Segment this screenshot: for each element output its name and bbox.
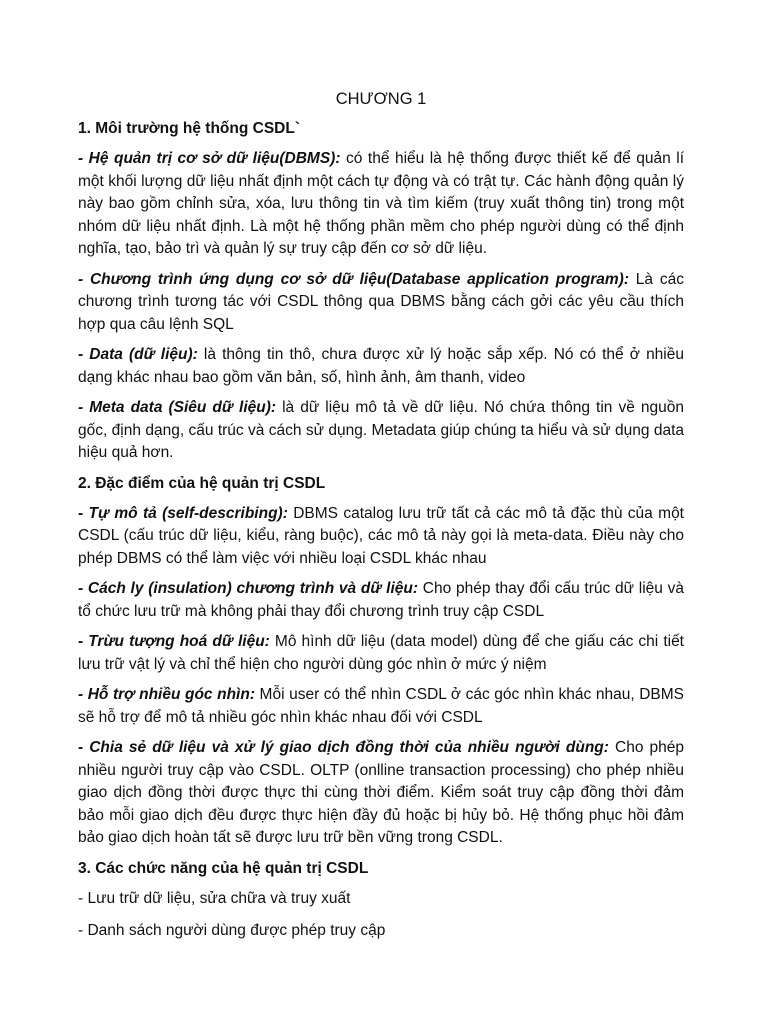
chapter-title: CHƯƠNG 1 — [335, 90, 427, 108]
paragraph-abstraction — [78, 631, 684, 676]
definition-metadata: là dữ liệu mô tả về dữ liệu. Nó chứa thông tin về nguồn gốc, định dạng, cấu trúc và cách sử dụng. Metadata giúp chúng ta hiểu và sử dụng data hiệu quả hơn. — [78, 399, 684, 461]
definition-self-describing: DBMS catalog lưu trữ tất cả các mô tả đặc thù của một CSDL (cấu trúc dữ liệu, kiểu, ràng buộc), các mô tả này gọi là meta-data. Điều này cho phép DBMS có thể làm việc với nhiều loại CSDL khác nhau — [78, 504, 684, 567]
paragraph-self-describing — [78, 503, 684, 571]
list-item: - Lưu trữ dữ liệu, sửa chữa và truy xuất — [78, 889, 351, 907]
section-1-heading: 1. Môi trường hệ thống CSDL` — [78, 120, 300, 137]
term-data: - Data (dữ liệu): — [78, 346, 198, 363]
term-data-sharing: - Chia sẻ dữ liệu và xử lý giao dịch đồng thời của nhiều người dùng: — [78, 739, 609, 756]
term-db-app-program: - Chương trình ứng dụng cơ sở dữ liệu(Database application program): — [78, 270, 629, 288]
paragraph-db-app-program — [78, 269, 684, 337]
definition-abstraction: Mô hình dữ liệu (data model) dùng để che giấu các chi tiết lưu trữ vật lý và chỉ thể hiện cho người dùng góc nhìn ở mức ý niệm — [78, 633, 684, 673]
definition-insulation: Cho phép thay đổi cấu trúc dữ liệu và tổ chức lưu trữ mà không phải thay đổi chương trình truy cập CSDL — [78, 580, 685, 620]
term-multiple-views: - Hỗ trợ nhiều góc nhìn: — [78, 686, 255, 703]
paragraph-metadata — [78, 397, 684, 465]
term-self-describing: - Tự mô tả (self-describing): — [78, 504, 288, 522]
paragraph-data-sharing — [78, 737, 684, 850]
paragraph-insulation — [78, 578, 684, 623]
list-item: - Danh sách người dùng được phép truy cập — [78, 921, 386, 939]
paragraph-data — [78, 344, 684, 389]
paragraph-dbms — [78, 148, 684, 261]
definition-dbms: có thể hiểu là hệ thống được thiết kế để quản lí một khối lượng dữ liệu nhất định một cách tự động và có trật tự. Các hành động quản lý này bao gồm chỉnh sửa, xóa, lưu thông tin và tìm kiếm (truy xuất thông tin) trong một nhóm dữ liệu nhất định. Là một hệ thống phần mềm cho phép người dùng có thể định nghĩa, tạo, bảo trì và quản lý sự truy cập đến cơ sở dữ liệu. — [78, 150, 684, 257]
definition-db-app-program: Là các chương trình tương tác với CSDL thông qua DBMS bằng cách gởi các yêu cầu thích hợp qua câu lệnh SQL — [78, 270, 684, 333]
term-insulation: - Cách ly (insulation) chương trình và dữ liệu: — [78, 580, 419, 597]
term-metadata: - Meta data (Siêu dữ liệu): — [78, 399, 277, 416]
term-abstraction: - Trừu tượng hoá dữ liệu: — [78, 633, 270, 650]
term-dbms: - Hệ quản trị cơ sở dữ liệu(DBMS): — [78, 150, 341, 167]
section-2-heading: 2. Đặc điểm của hệ quản trị CSDL — [78, 474, 326, 492]
definition-multiple-views: Mỗi user có thể nhìn CSDL ở các góc nhìn khác nhau, DBMS sẽ hỗ trợ để mô tả nhiều góc nhìn khác nhau đối với CSDL — [78, 686, 684, 726]
paragraph-multiple-views — [78, 684, 684, 729]
definition-data-sharing: Cho phép nhiều người truy cập vào CSDL. OLTP (onlline transaction processing) cho phép nhiều giao dịch đồng thời được thực thi cùng thời điểm. Kiểm soát truy cập đồng thời đảm bảo mỗi giao dịch đều được thực hiện đầy đủ hoặc bị hủy bỏ. Hệ thống phục hồi đảm bảo giao dịch hoàn tất sẽ được lưu trữ bền vững trong CSDL. — [78, 739, 685, 846]
definition-data: là thông tin thô, chưa được xử lý hoặc sắp xếp. Nó có thể ở nhiều dạng khác nhau bao gồm văn bản, số, hình ảnh, âm thanh, video — [78, 346, 684, 386]
section-3-heading: 3. Các chức năng của hệ quản trị CSDL — [78, 859, 369, 877]
